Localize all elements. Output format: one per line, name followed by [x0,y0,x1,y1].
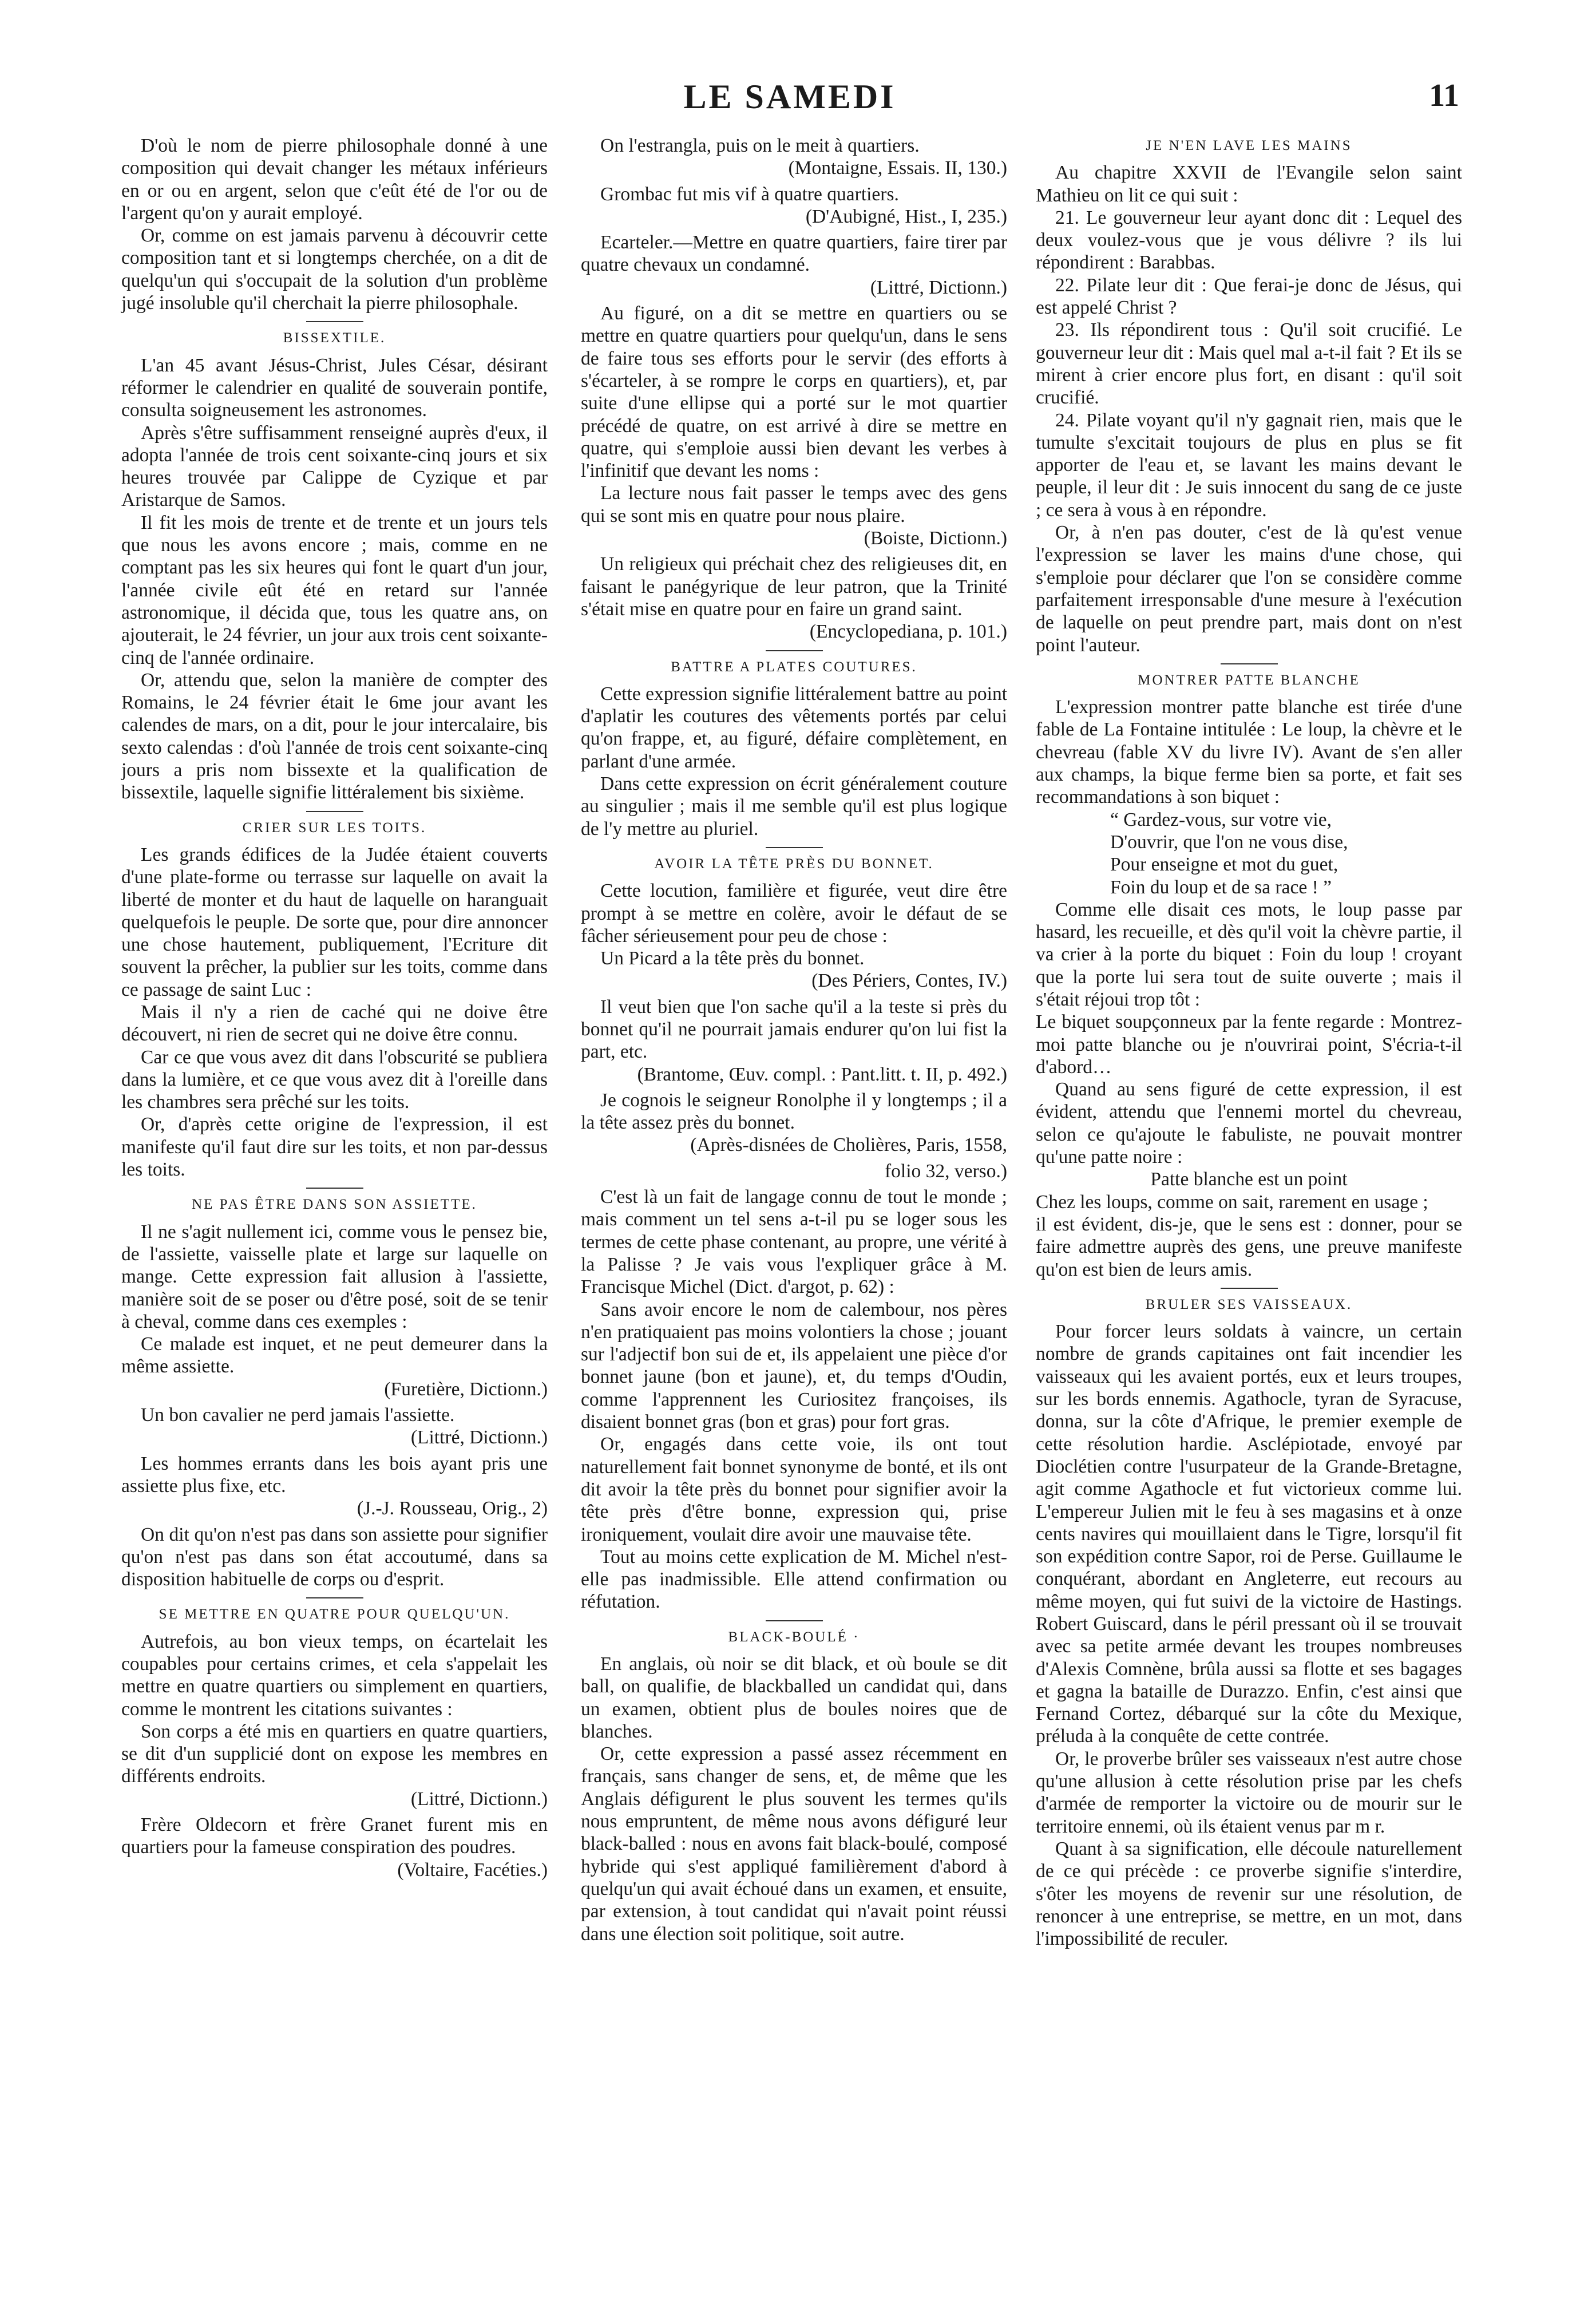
section-divider [1221,663,1278,664]
section-title: BRULER SES VAISSEAUX. [1145,1296,1353,1312]
paragraph: Mais il n'y a rien de caché qui ne doive être découvert, ni rien de secret qui ne doive être connu. [121,1001,548,1046]
paragraph: Il fit les mois de trente et de trente et un jours tels que nous les avons encore ; mais, comme en ne comptant pas les six heures qui font le quart d'un jour, l'année civile eût été en retard sur l'année astronomique, il décida que, tous les quatre ans, on ajouterait, le 24 février, un jour aux trois cent soixante-cinq de l'année ordinaire. [121,512,548,668]
paragraph: Or, cette expression a passé assez récemment en français, sans changer de sens, et, de même que les Anglais défigurent le plus souvent les termes qu'ils nous empruntent, de même nous avons défiguré leur black-balled : nous en avons fait black-boulé, composé hybride qui s'est appliqué familièrement d'abord à quelqu'un qui avait échoué dans un examen, et ensuite, par extension, à tout candidat qui n'avait point réussi dans une élection soit politique, soit autre. [581,1743,1007,1945]
citation: (J.-J. Rousseau, Orig., 2) [357,1498,548,1519]
section-title: BATTRE A PLATES COUTURES. [671,659,917,675]
citation: (Montaigne, Essais. II, 130.) [788,157,1007,179]
paragraph: Or, d'après cette origine de l'expression, il est manifeste qu'il faut dire sur les toits, et non par-dessus les toits. [121,1114,548,1181]
paragraph: L'expression montrer patte blanche est tirée d'une fable de La Fontaine intitulée : Le loup, la chèvre et le chevreau (fable XV du livre IV). Avant de s'en aller aux champs, la bique ferme bien sa porte, et fait ses recommandations à son biquet : [1036,697,1462,808]
paragraph: L'an 45 avant Jésus-Christ, Jules César, désirant réformer le calendrier en qualité de souverain pontife, consulta soigneusement les astronomes. [121,354,548,421]
paragraph: Cette locution, familière et figurée, veut dire être prompt à se mettre en colère, avoir le défaut de se fâcher sérieusement pour peu de chose : [581,880,1007,947]
citation: (D'Aubigné, Hist., I, 235.) [805,205,1007,227]
poem-line: Foin du loup et de sa race ! ” [1110,876,1332,898]
paragraph: Les grands édifices de la Judée étaient couverts d'une plate-forme ou terrasse sur laquelle on avait la liberté de monter et du haut de laquelle on haranguait quelquefois le peuple. De sorte que, pour dire annoncer une chose hautement, publiquement, l'Ecriture dit souvent la prêcher, la publier sur les toits, comme dans ce passage de saint Luc : [121,844,548,1000]
quotation: Un religieux qui préchait chez des religieuses dit, en faisant le panégyrique de leur patron, que la Trinité s'était mise en quatre pour en faire un grand saint. [581,553,1007,620]
section-divider [1221,1288,1278,1289]
quotation: Ce malade est inquet, et ne peut demeurer dans la même assiette. [121,1333,548,1378]
paragraph: 22. Pilate leur dit : Que ferai-je donc de Jésus, qui est appelé Christ ? [1036,274,1462,319]
section-title: BLACK-BOULÉ · [728,1629,860,1645]
paragraph: Quand au sens figuré de cette expression, il est évident, attendu que l'ennemi mortel du chevreau, selon ce qu'ajoute le fabuliste, ne pouvait montrer qu'une patte noire : [1036,1079,1462,1168]
section-divider [306,321,363,322]
quotation: Ecarteler.—Mettre en quatre quartiers, faire tirer par quatre chevaux un condamné. [581,232,1007,276]
paragraph: 23. Ils répondirent tous : Qu'il soit crucifié. Le gouverneur leur dit : Mais quel mal a-t-il fait ? Et ils se mirent à crier encore plus fort, en disant : qu'il soit crucifié. [1036,319,1462,409]
citation: (Littré, Dictionn.) [410,1427,548,1449]
paragraph: Au figuré, on a dit se mettre en quartiers ou se mettre en quatre quartiers pour quelqu'un, dans le sens de faire tous ses efforts pour le servir (des efforts à s'écarteler, à se rompre le corps en quartiers), et, par suite d'une ellipse qui a porté sur le mot quartier précédé de quatre, on est arrivé à dire se mettre en quatre, qui s'emploie aussi bien devant les verbes à l'infinitif que devant les noms : [581,303,1007,482]
paragraph: Autrefois, au bon vieux temps, on écartelait les coupables pour certains crimes, et cela s'appelait les mettre en quatre quartiers ou simplement en quartiers, comme le montrent les citations suivantes : [121,1631,548,1720]
section-title: JE N'EN LAVE LES MAINS [1146,138,1352,153]
citation: (Furetière, Dictionn.) [384,1378,548,1400]
paragraph: Pour forcer leurs soldats à vaincre, un certain nombre de grands capitaines ont fait incendier les vaisseaux qui les avaient portés, eux et leurs troupes, sur les bords ennemis. Agathocle, tyran de Syracuse, donna, sur la côte d'Afrique, le premier exemple de cette résolution hardie. Asclépiotade, envoyé par Dioclétien contre l'usurpateur de la Grande-Bretagne, agit comme Agathocle et fut victorieux comme lui. L'empereur Julien mit le feu à ses magasins et à onze cents navires qui mouillaient dans le Tigre, lorsqu'il fit son expédition contre Sapor, roi de Perse. Guillaume le conquérant, abordant en Angleterre, eut recours au même moyen, qui fut suivi de la victoire de Hastings. Robert Guiscard, dans le péril pressant où il se trouvait avec sa petite armée devant les troupes nombreuses d'Alexis Comnène, brûla aussi sa flotte et ses bagages et gagna la bataille de Durazzo. Enfin, c'est ainsi que Fernand Cortez, débarqué sur la côte du Mexique, préluda à la conquête de cette contrée. [1036,1321,1462,1747]
quotation: Grombac fut mis vif à quatre quartiers. [600,183,899,205]
paragraph: Cette expression signifie littéralement battre au point d'aplatir les coutures des vêtements portés par celui qu'on frappe, et, au figuré, défaire complètement, en parlant d'une armée. [581,683,1007,772]
citation: (Encyclopediana, p. 101.) [809,621,1007,643]
section-title: NE PAS ÊTRE DANS SON ASSIETTE. [192,1197,477,1213]
poem-line: D'ouvrir, que l'on ne vous dise, [1110,831,1348,853]
citation: (Voltaire, Facéties.) [397,1859,548,1881]
paragraph: Le biquet soupçonneux par la fente regarde : Montrez-moi patte blanche ou je n'ouvrirai point, S'écria-t-il d'abord… [1036,1011,1462,1078]
paragraph: 21. Le gouverneur leur ayant donc dit : Lequel des deux voulez-vous que je vous délivre ? ils lui répondirent : Barabbas. [1036,207,1462,274]
citation: folio 32, verso.) [885,1160,1007,1182]
column-3 [1036,134,1462,1950]
section-title: SE METTRE EN QUATRE POUR QUELQU'UN. [159,1606,510,1623]
verse-line: Chez les loups, comme on sait, rarement en usage ; [1036,1191,1428,1213]
paragraph: En anglais, où noir se dit black, et où boule se dit ball, on qualifie, de blackballed un candidat qui, dans un examen, obtient plus de boules noires que de blanches. [581,1653,1007,1742]
citation: (Des Périers, Contes, IV.) [811,970,1007,992]
section-divider [306,811,363,812]
section-title: BISSEXTILE. [283,330,386,346]
paragraph: Au chapitre XXVII de l'Evangile selon saint Mathieu on lit ce qui suit : [1036,162,1462,206]
quotation: Je cognois le seigneur Ronolphe il y longtemps ; il a la tête assez près du bonnet. [581,1089,1007,1134]
paragraph: 24. Pilate voyant qu'il n'y gagnait rien, mais que le tumulte s'excitait toujours de plus en plus se fit apporter de l'eau et, se lavant les mains devant le peuple, il leur dit : Je suis innocent du sang de ce juste ; ce sera à vous à en répondre. [1036,409,1462,521]
section-divider [766,1620,823,1621]
paragraph: Or, attendu que, selon la manière de compter des Romains, le 24 février était le 6me jour avant les calendes de mars, on a dit, pour le jour intercalaire, bis sexto calendas : d'où l'année de trois cent soixante-cinq jours a pris nom bissexte et la qualification de bissextile, laquelle signifie littéralement bis sixième. [121,669,548,804]
paragraph: Car ce que vous avez dit dans l'obscurité se publiera dans la lumière, et ce que vous avez dit à l'oreille dans les chambres sera prêché sur les toits. [121,1046,548,1113]
paragraph: Après s'être suffisamment renseigné auprès d'eux, il adopta l'année de trois cent soixante-cinq jours et six heures trouvée par Calippe de Cyzique et par Aristarque de Samos. [121,422,548,511]
paragraph: Comme elle disait ces mots, le loup passe par hasard, les recueille, et dès qu'il voit la chèvre partie, il va crier à la porte du biquet : Foin du loup ! croyant que la porte lui sera tout de suite ouverte ; mais il s'était réjoui trop tôt : [1036,899,1462,1010]
citation: (Littré, Dictionn.) [410,1788,548,1810]
section-divider [306,1597,363,1598]
paragraph: Dans cette expression on écrit généralement couture au singulier ; mais il me semble qu'il est plus logique de l'y mettre au pluriel. [581,773,1007,840]
quotation: Son corps a été mis en quartiers en quatre quartiers, se dit d'un supplicié dont on expose les membres en différents endroits. [121,1720,548,1787]
citation: (Brantome, Œuv. compl. : Pant.litt. t. II, p. 492.) [637,1063,1007,1085]
paragraph: D'où le nom de pierre philosophale donné à une composition qui devait changer les métaux inférieurs en or ou en argent, selon que c'eût été de l'or ou de l'argent qu'on y aurait employé. [121,135,548,224]
paragraph: Sans avoir encore le nom de calembour, nos pères n'en pratiquaient pas moins volontiers la chose ; jouant sur l'adjectif bon sui de et, ils appelaient une pièce d'or bonnet jaune (bon et jaune), et, du temps d'Oudin, comme l'apprennent les Curiositez françoises, ils disaient bonnet gras (bon et gras) pour fort gras. [581,1299,1007,1433]
paragraph: Quant à sa signification, elle découle naturellement de ce qui précède : ce proverbe signifie s'interdire, s'ôter les moyens de revenir sur une résolution, de renoncer à une entreprise, se mettre, en un mot, dans l'impossibilité de reculer. [1036,1838,1462,1950]
quotation: Les hommes errants dans les bois ayant pris une assiette plus fixe, etc. [121,1453,548,1497]
quotation: Un Picard a la tête près du bonnet. [600,948,865,969]
page-header [120,77,1459,129]
newspaper-title: LE SAMEDI [683,78,896,116]
paragraph: Il ne s'agit nullement ici, comme vous le pensez bie, de l'assiette, vaisselle plate et large sur laquelle on mange. Cette expression fait allusion à l'assiette, manière soit de se poser ou d'être posé, soit de se tenir à cheval, comme dans ces exemples : [121,1221,548,1332]
quotation: On l'estrangla, puis on le meit à quartiers. [600,135,920,156]
section-divider [306,1188,363,1189]
page-number: 11 [1429,78,1459,113]
paragraph: Or, engagés dans cette voie, ils ont tout naturellement fait bonnet synonyme de bonté, et ils ont dit avoir la tête près du bonnet pour signifier avoir la tête près d'être bonne, expression qui, prise ironiquement, voulait dire avoir une mauvaise tête. [581,1434,1007,1545]
paragraph: il est évident, dis-je, que le sens est : donner, pour se faire admettre auprès des gens, une preuve manifeste qu'on est bien de leurs amis. [1036,1213,1462,1280]
quotation: Un bon cavalier ne perd jamais l'assiette. [141,1404,455,1426]
citation: (Littré, Dictionn.) [870,276,1007,298]
paragraph: On dit qu'on n'est pas dans son assiette pour signifier qu'on n'est pas dans son état accoutumé, dans sa disposition habituelle de corps ou d'esprit. [121,1523,548,1590]
citation: (Boiste, Dictionn.) [864,528,1007,549]
column-2 [581,134,1007,1945]
section-divider [766,650,823,651]
section-divider [766,847,823,848]
section-title: AVOIR LA TÊTE PRÈS DU BONNET. [654,856,934,872]
paragraph: Frère Oldecorn et frère Granet furent mis en quartiers pour la fameuse conspiration des poudres. [121,1814,548,1858]
poem-line: “ Gardez-vous, sur votre vie, [1110,809,1332,830]
paragraph: Or, à n'en pas douter, c'est de là qu'est venue l'expression se laver les mains d'une chose, qui s'emploie pour déclarer que l'on se considère comme parfaitement irresponsable d'une mesure à l'exécution de laquelle on peut prendre part, mais dont on n'est point l'auteur. [1036,522,1462,656]
quotation: Il veut bien que l'on sache qu'il a la teste si près du bonnet qu'il ne pourrait jamais endurer qu'on lui fist la part, etc. [581,996,1007,1063]
paragraph: Or, le proverbe brûler ses vaisseaux n'est autre chose qu'une allusion à cette résolution prise par les chefs d'armée de remporter la victoire ou de mourir sur le territoire ennemi, où ils étaient venus par m r. [1036,1748,1462,1837]
citation: (Après-disnées de Cholières, Paris, 1558, [690,1134,1007,1156]
section-title: CRIER SUR LES TOITS. [242,820,427,836]
paragraph: C'est là un fait de langage connu de tout le monde ; mais comment un tel sens a-t-il pu se loger sous les termes de cette phase contenant, au propre, une vérité à la Palisse ? Je vais vous l'expliquer grâce à M. Francisque Michel (Dict. d'argot, p. 62) : [581,1186,1007,1298]
verse-line: Patte blanche est un point [1150,1169,1348,1190]
section-title: MONTRER PATTE BLANCHE [1138,672,1360,688]
poem-line: Pour enseigne et mot du guet, [1110,854,1338,876]
paragraph: Tout au moins cette explication de M. Michel n'est-elle pas inadmissible. Elle attend confirmation ou réfutation. [581,1546,1007,1613]
quotation: La lecture nous fait passer le temps avec des gens qui se sont mis en quatre pour nous plaire. [581,482,1007,527]
column-1 [121,134,548,1885]
paragraph: Or, comme on est jamais parvenu à découvrir cette composition tant et si longtemps cherchée, on a dit de quelqu'un qui s'occupait de la solution d'un problème jugé insoluble qu'il cherchait la pierre philosophale. [121,225,548,314]
